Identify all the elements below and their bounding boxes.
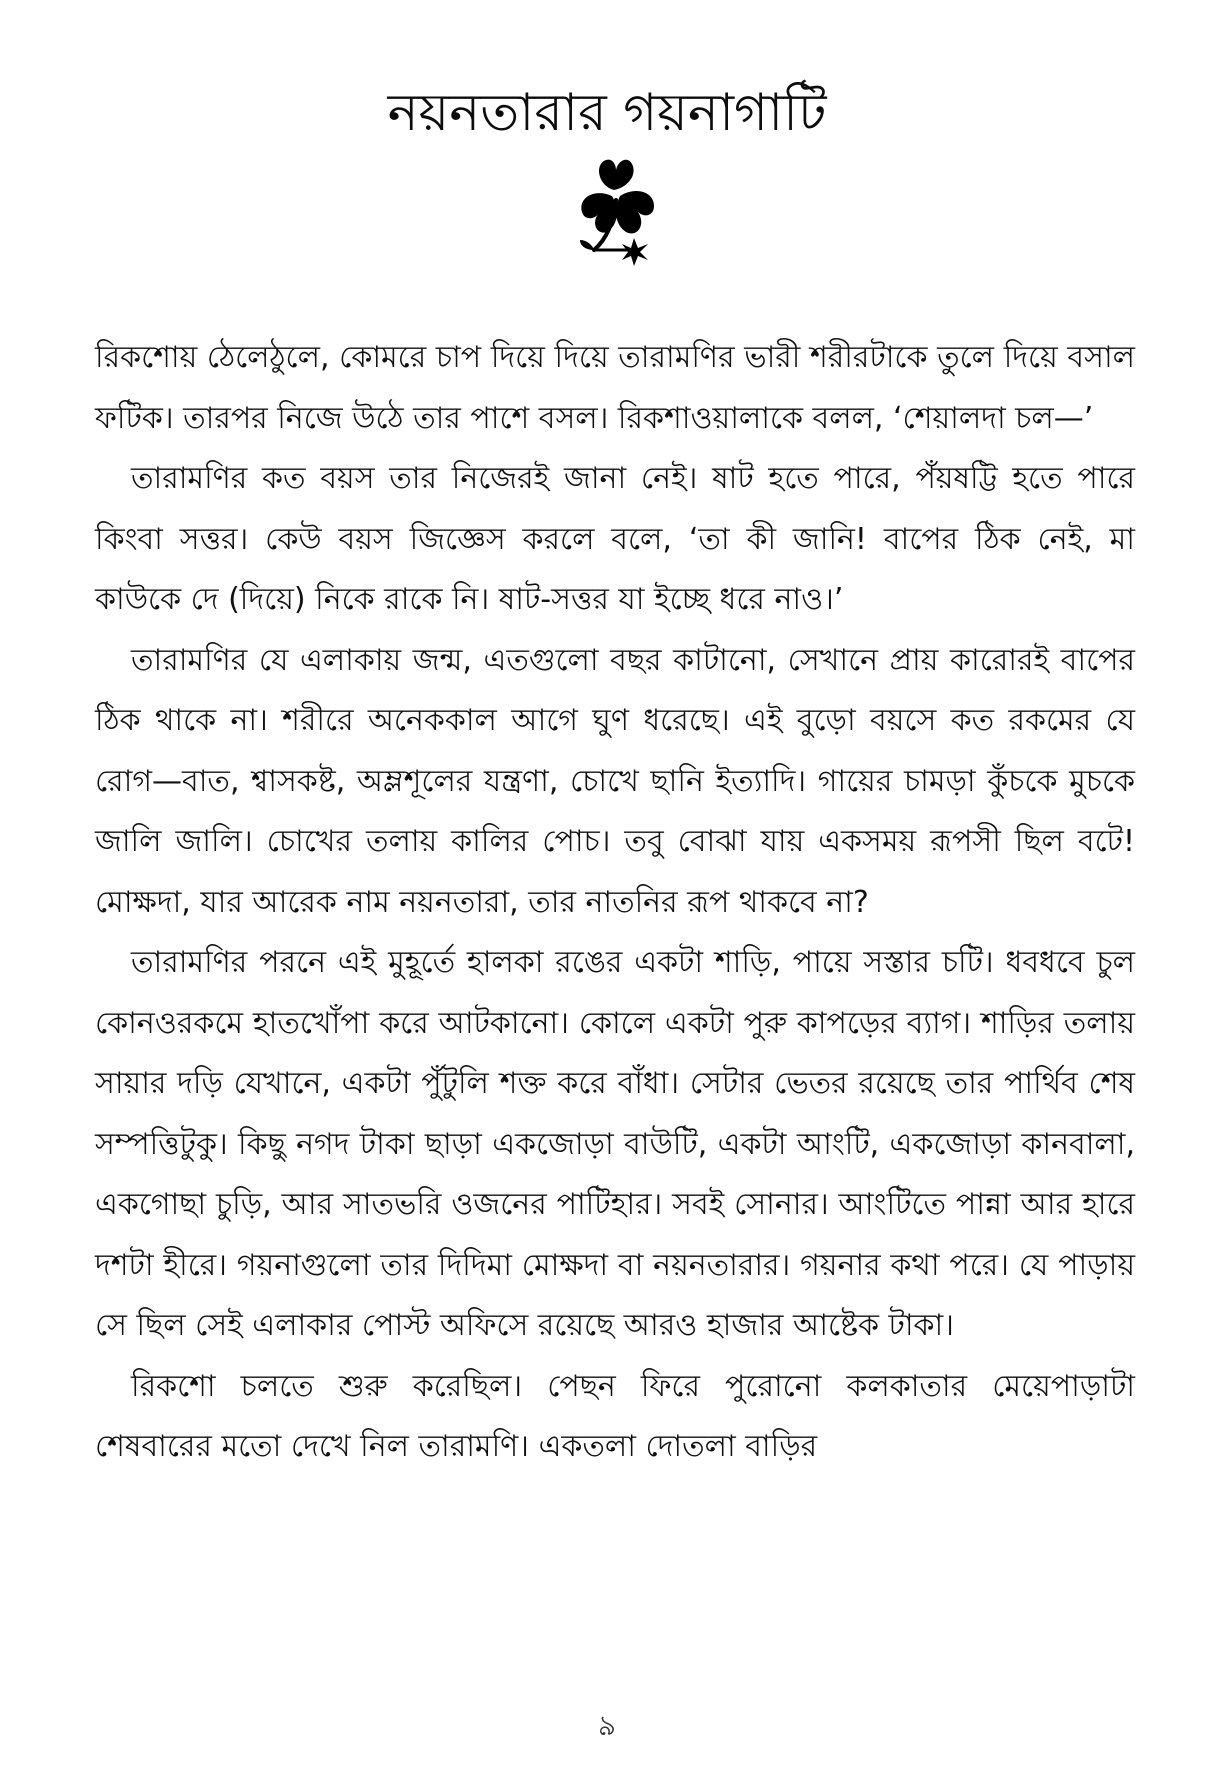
- clover-flower-icon: [568, 146, 668, 266]
- page-number: ৯: [597, 1709, 617, 1742]
- chapter-body: [95, 328, 1135, 1478]
- paragraph-1: রিকশোয় ঠেলেঠুলে, কোমরে চাপ দিয়ে দিয়ে তারামণির ভারী শরীরটাকে তুলে দিয়ে বসাল ফটিক। তারপর নিজে উঠে তার পাশে বসল। রিকশাওয়ালাকে বলল, ‘শেয়ালদা চল—’: [95, 340, 1135, 436]
- chapter-title: নয়নতারার গয়নাগাটি: [387, 83, 827, 143]
- paragraph-5: রিকশো চলতে শুরু করেছিল। পেছন ফিরে পুরোনো কলকাতার মেয়েপাড়াটা শেষবারের মতো দেখে নিল তারামণি। একতলা দোতলা বাড়ির: [95, 1368, 1135, 1464]
- paragraph-3: তারামণির যে এলাকায় জন্ম, এতগুলো বছর কাটানো, সেখানে প্রায় কারোরই বাপের ঠিক থাকে না। শরীরে অনেককাল আগে ঘুণ ধরেছে। এই বুড়ো বয়সে কত রকমের যে রোগ—বাত, শ্বাসকষ্ট, অম্লশূলের যন্ত্রণা, চোখে ছানি ইত্যাদি। গায়ের চামড়া কুঁচকে মুচকে জালি জালি। চোখের তলায় কালির পোচ। তবু বোঝা যায় একসময় রূপসী ছিল বটে! মোক্ষদা, যার আরেক নাম নয়নতারা, তার নাতনির রূপ থাকবে না?: [95, 642, 1136, 920]
- paragraph-2: তারামণির কত বয়স তার নিজেরই জানা নেই। ষাট হতে পারে, পঁয়ষট্টি হতে পারে কিংবা সত্তর। কেউ বয়স জিজ্ঞেস করলে বলে, ‘তা কী জানি! বাপের ঠিক নেই, মা কাউকে দে (দিয়ে) নিকে রাকে নি। ষাট-সত্তর যা ইচ্ছে ধরে নাও।’: [95, 461, 1135, 617]
- paragraph-4: তারামণির পরনে এই মুহূর্তে হালকা রঙের একটা শাড়ি, পায়ে সস্তার চটি। ধবধবে চুল কোনওরকমে হাতখোঁপা করে আটকানো। কোলে একটা পুরু কাপড়ের ব্যাগ। শাড়ির তলায় সায়ার দড়ি যেখানে, একটা পুঁটুলি শক্ত করে বাঁধা। সেটার ভেতর রয়েছে তার পার্থিব শেষ সম্পত্তিটুকু। কিছু নগদ টাকা ছাড়া একজোড়া বাউটি, একটা আংটি, একজোড়া কানবালা, একগোছা চুড়ি, আর সাতভরি ওজনের পাটিহার। সবই সোনার। আংটিতে পান্না আর হারে দশটা হীরে। গয়নাগুলো তার দিদিমা মোক্ষদা বা নয়নতারার। গয়নার কথা পরে। যে পাড়ায় সে ছিল সেই এলাকার পোস্ট অফিসে রয়েছে আরও হাজার আষ্টেক টাকা।: [95, 945, 1135, 1343]
